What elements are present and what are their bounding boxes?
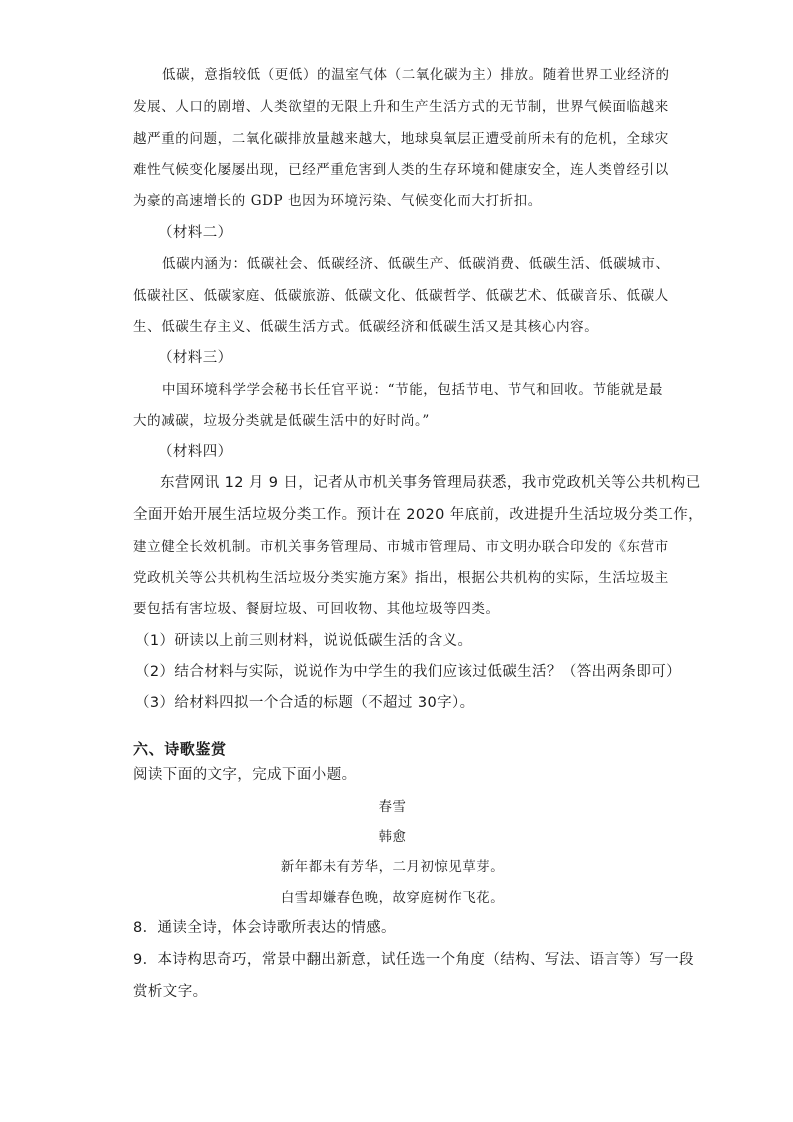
material3-line-2: 大的减碳，垃圾分类就是低碳生活中的好时尚。” <box>133 413 430 429</box>
material4-label: （材料四） <box>158 444 233 460</box>
material3-label: （材料三） <box>158 350 233 366</box>
question-3: （3）给材料四拟一个合适的标题（不超过 30字）。 <box>135 695 475 711</box>
poem-verse-1: 新年都未有芳华，二月初惊见草芽。 <box>280 859 505 875</box>
poetry-intro: 阅读下面的文字，完成下面小题。 <box>133 767 357 783</box>
material1-line-5: 为豪的高速增长的 GDP 也因为环境污染、气候变化而大打折扣。 <box>133 193 542 209</box>
material1-line-3: 越严重的问题，二氧化碳排放量越来越大，地球臭氧层正遭受前所未有的危机，全球灾 <box>133 131 669 147</box>
question-1: （1）研读以上前三则材料，说说低碳生活的含义。 <box>135 633 473 649</box>
question-9-line-1: 9．本诗构思奇巧，常景中翻出新意，试任选一个角度（结构、写法、语言等）写一段 <box>133 952 694 968</box>
question-2: （2）结合材料与实际，说说作为中学生的我们应该过低碳生活？（答出两条即可） <box>135 664 682 680</box>
material4-line-2: 全面开始开展生活垃圾分类工作。预计在 2020 年底前，改进提升生活垃圾分类工作， <box>133 507 704 523</box>
poem-verse-2: 白雪却嫌春色晚，故穿庭树作飞花。 <box>280 890 505 906</box>
material4-line-5: 要包括有害垃圾、餐厨垃圾、可回收物、其他垃圾等四类。 <box>133 601 500 617</box>
poem-author: 韩愈 <box>378 829 407 845</box>
material4-line-4: 党政机关等公共机构生活垃圾分类实施方案》指出，根据公共机构的实际，生活垃圾主 <box>133 570 669 586</box>
material3-line-1: 中国环境科学学会秘书长任官平说：“节能，包括节电、节气和回收。节能就是最 <box>162 382 664 398</box>
question-9-line-2: 赏析文字。 <box>133 984 208 1000</box>
material2-line-3: 生、低碳生存主义、低碳生活方式。低碳经济和低碳生活又是其核心内容。 <box>133 319 599 335</box>
material1-line-2: 发展、人口的剧增、人类欲望的无限上升和生产生活方式的无节制，世界气候面临越来 <box>133 99 669 115</box>
material2-label: （材料二） <box>158 225 233 241</box>
material4-line-1: 东营网讯 12 月 9 日，记者从市机关事务管理局获悉，我市党政机关等公共机构已 <box>160 475 701 491</box>
poem-title: 春雪 <box>378 799 407 815</box>
question-8: 8．通读全诗，体会诗歌所表达的情感。 <box>133 920 396 936</box>
material1-line-4: 难性气候变化屡屡出现，已经严重危害到人类的生存环境和健康安全，连人类曾经引以 <box>133 162 669 178</box>
material2-line-1: 低碳内涵为：低碳社会、低碳经济、低碳生产、低碳消费、低碳生活、低碳城市、 <box>162 256 670 272</box>
material4-line-3: 建立健全长效机制。市机关事务管理局、市城市管理局、市文明办联合印发的《东营市 <box>133 539 669 555</box>
section-heading-poetry: 六、诗歌鉴赏 <box>133 740 227 758</box>
material2-line-2: 低碳社区、低碳家庭、低碳旅游、低碳文化、低碳哲学、低碳艺术、低碳音乐、低碳人 <box>133 288 669 304</box>
material1-line-1: 低碳，意指较低（更低）的温室气体（二氧化碳为主）排放。随着世界工业经济的 <box>162 67 670 83</box>
